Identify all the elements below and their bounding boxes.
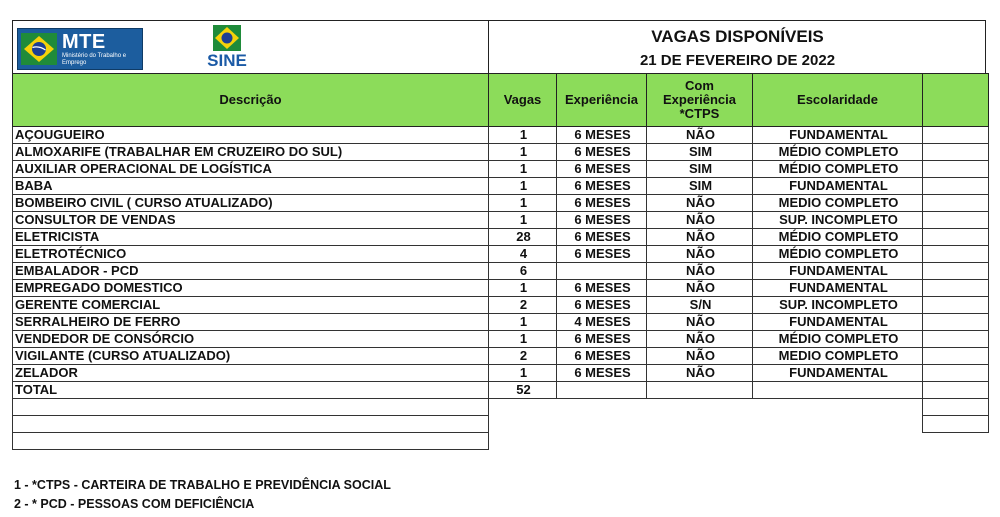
cell-empty <box>647 433 753 450</box>
cell-ctps: NÃO <box>647 280 753 297</box>
col-empty <box>923 74 989 127</box>
cell-vagas: 4 <box>489 246 557 263</box>
footnotes <box>14 476 391 514</box>
table-row <box>13 195 989 212</box>
cell-empty <box>923 280 989 297</box>
cell-empty <box>13 433 489 450</box>
cell-empty <box>489 399 557 416</box>
cell-vagas: 6 <box>489 263 557 280</box>
cell-empty <box>923 331 989 348</box>
cell-empty <box>923 263 989 280</box>
cell-descricao: ZELADOR <box>13 365 489 382</box>
cell-experiencia: 6 MESES <box>557 365 647 382</box>
cell-experiencia: 6 MESES <box>557 297 647 314</box>
cell-empty <box>557 399 647 416</box>
cell-empty <box>923 382 989 399</box>
cell-empty <box>923 399 989 416</box>
cell-escolaridade: MEDIO COMPLETO <box>753 195 923 212</box>
cell-descricao: GERENTE COMERCIAL <box>13 297 489 314</box>
logo-area <box>13 21 489 74</box>
job-listing-sheet <box>12 20 988 450</box>
cell-empty <box>923 348 989 365</box>
blank-row <box>13 433 989 450</box>
cell-vagas: 1 <box>489 178 557 195</box>
cell-empty <box>923 161 989 178</box>
sine-logo <box>197 25 257 71</box>
cell-ctps: S/N <box>647 297 753 314</box>
cell-vagas: 2 <box>489 348 557 365</box>
cell-descricao: SERRALHEIRO DE FERRO <box>13 314 489 331</box>
cell-experiencia: 6 MESES <box>557 212 647 229</box>
cell-empty <box>923 144 989 161</box>
cell-vagas: 1 <box>489 195 557 212</box>
cell-empty <box>647 416 753 433</box>
cell-ctps: NÃO <box>647 348 753 365</box>
cell-empty <box>557 382 647 399</box>
table-row <box>13 229 989 246</box>
cell-vagas: 1 <box>489 212 557 229</box>
cell-empty <box>923 365 989 382</box>
col-experiencia: Experiência <box>557 74 647 127</box>
cell-ctps: NÃO <box>647 127 753 144</box>
footnote-pcd: 2 - * PCD - PESSOAS COM DEFICIÊNCIA <box>14 497 255 511</box>
cell-empty <box>923 195 989 212</box>
table-row <box>13 246 989 263</box>
cell-experiencia: 6 MESES <box>557 144 647 161</box>
cell-empty <box>923 212 989 229</box>
cell-empty <box>753 416 923 433</box>
table-row <box>13 127 989 144</box>
vacancies-table <box>12 73 989 450</box>
cell-descricao: ALMOXARIFE (TRABALHAR EM CRUZEIRO DO SUL) <box>13 144 489 161</box>
cell-escolaridade: SUP. INCOMPLETO <box>753 297 923 314</box>
cell-empty <box>923 314 989 331</box>
cell-experiencia: 6 MESES <box>557 161 647 178</box>
cell-descricao: CONSULTOR DE VENDAS <box>13 212 489 229</box>
blank-row <box>13 416 989 433</box>
cell-vagas: 1 <box>489 127 557 144</box>
cell-ctps: NÃO <box>647 212 753 229</box>
cell-descricao: ELETRICISTA <box>13 229 489 246</box>
total-value: 52 <box>489 382 557 399</box>
cell-experiencia: 6 MESES <box>557 229 647 246</box>
cell-ctps: NÃO <box>647 229 753 246</box>
cell-escolaridade: FUNDAMENTAL <box>753 263 923 280</box>
cell-ctps: SIM <box>647 178 753 195</box>
table-row <box>13 161 989 178</box>
cell-empty <box>647 382 753 399</box>
table-row <box>13 314 989 331</box>
cell-empty <box>489 416 557 433</box>
cell-vagas: 1 <box>489 144 557 161</box>
cell-escolaridade: MÉDIO COMPLETO <box>753 331 923 348</box>
cell-vagas: 1 <box>489 314 557 331</box>
cell-experiencia: 6 MESES <box>557 195 647 212</box>
cell-escolaridade: FUNDAMENTAL <box>753 365 923 382</box>
cell-escolaridade: MEDIO COMPLETO <box>753 348 923 365</box>
footnote-ctps: 1 - *CTPS - CARTEIRA DE TRABALHO E PREVIDÊNCIA SOCIAL <box>14 478 391 492</box>
cell-escolaridade: MÉDIO COMPLETO <box>753 229 923 246</box>
cell-experiencia: 6 MESES <box>557 280 647 297</box>
cell-empty <box>489 433 557 450</box>
cell-empty <box>647 399 753 416</box>
cell-descricao: AÇOUGUEIRO <box>13 127 489 144</box>
cell-experiencia: 4 MESES <box>557 314 647 331</box>
cell-experiencia: 6 MESES <box>557 178 647 195</box>
page-title: VAGAS DISPONÍVEIS <box>651 27 824 46</box>
cell-empty <box>923 297 989 314</box>
col-escolaridade: Escolaridade <box>753 74 923 127</box>
cell-empty <box>923 246 989 263</box>
cell-experiencia <box>557 263 647 280</box>
col-com-experiencia: Com Experiência *CTPS <box>647 74 753 127</box>
cell-empty <box>557 433 647 450</box>
table-row <box>13 331 989 348</box>
cell-empty <box>13 416 489 433</box>
cell-empty <box>923 229 989 246</box>
cell-descricao: VENDEDOR DE CONSÓRCIO <box>13 331 489 348</box>
table-row <box>13 178 989 195</box>
cell-descricao: AUXILIAR OPERACIONAL DE LOGÍSTICA <box>13 161 489 178</box>
cell-descricao: EMBALADOR - PCD <box>13 263 489 280</box>
brazil-flag-icon <box>21 33 57 65</box>
mte-logo <box>17 28 143 70</box>
cell-empty <box>753 433 923 450</box>
cell-escolaridade: FUNDAMENTAL <box>753 314 923 331</box>
cell-experiencia: 6 MESES <box>557 331 647 348</box>
cell-experiencia: 6 MESES <box>557 127 647 144</box>
cell-ctps: NÃO <box>647 314 753 331</box>
sine-logo-text: SINE <box>207 51 247 70</box>
col-descricao: Descrição <box>13 74 489 127</box>
cell-empty <box>923 178 989 195</box>
cell-vagas: 1 <box>489 161 557 178</box>
cell-ctps: NÃO <box>647 331 753 348</box>
title-area <box>490 21 985 73</box>
cell-ctps: NÃO <box>647 195 753 212</box>
cell-descricao: VIGILANTE (CURSO ATUALIZADO) <box>13 348 489 365</box>
cell-empty <box>557 416 647 433</box>
cell-empty <box>13 399 489 416</box>
header <box>12 20 986 73</box>
cell-escolaridade: MÉDIO COMPLETO <box>753 246 923 263</box>
cell-escolaridade: SUP. INCOMPLETO <box>753 212 923 229</box>
total-label: TOTAL <box>13 382 489 399</box>
cell-empty <box>923 416 989 433</box>
cell-vagas: 1 <box>489 365 557 382</box>
cell-ctps: SIM <box>647 161 753 178</box>
blank-row <box>13 399 989 416</box>
cell-vagas: 1 <box>489 280 557 297</box>
date-subtitle: 21 DE FEVEREIRO DE 2022 <box>639 52 836 69</box>
cell-ctps: NÃO <box>647 365 753 382</box>
cell-empty <box>923 433 989 450</box>
cell-empty <box>753 382 923 399</box>
cell-ctps: NÃO <box>647 263 753 280</box>
table-row <box>13 212 989 229</box>
mte-logo-subtitle: Ministério do Trabalho e Emprego <box>62 53 127 66</box>
table-row <box>13 365 989 382</box>
table-row <box>13 280 989 297</box>
table-row <box>13 348 989 365</box>
cell-descricao: BOMBEIRO CIVIL ( CURSO ATUALIZADO) <box>13 195 489 212</box>
cell-ctps: SIM <box>647 144 753 161</box>
cell-escolaridade: FUNDAMENTAL <box>753 127 923 144</box>
mte-logo-text: MTE <box>62 31 106 53</box>
table-header-row <box>13 74 989 127</box>
cell-descricao: EMPREGADO DOMESTICO <box>13 280 489 297</box>
cell-empty <box>923 127 989 144</box>
cell-ctps: NÃO <box>647 246 753 263</box>
cell-empty <box>753 399 923 416</box>
cell-vagas: 28 <box>489 229 557 246</box>
table-row <box>13 144 989 161</box>
table-row <box>13 263 989 280</box>
col-vagas: Vagas <box>489 74 557 127</box>
cell-escolaridade: FUNDAMENTAL <box>753 280 923 297</box>
cell-experiencia: 6 MESES <box>557 348 647 365</box>
table-row <box>13 297 989 314</box>
cell-escolaridade: MÉDIO COMPLETO <box>753 161 923 178</box>
cell-descricao: BABA <box>13 178 489 195</box>
cell-vagas: 2 <box>489 297 557 314</box>
cell-descricao: ELETROTÉCNICO <box>13 246 489 263</box>
cell-experiencia: 6 MESES <box>557 246 647 263</box>
cell-escolaridade: FUNDAMENTAL <box>753 178 923 195</box>
total-row <box>13 382 989 399</box>
cell-vagas: 1 <box>489 331 557 348</box>
sine-flag-icon <box>213 25 241 51</box>
cell-escolaridade: MÉDIO COMPLETO <box>753 144 923 161</box>
